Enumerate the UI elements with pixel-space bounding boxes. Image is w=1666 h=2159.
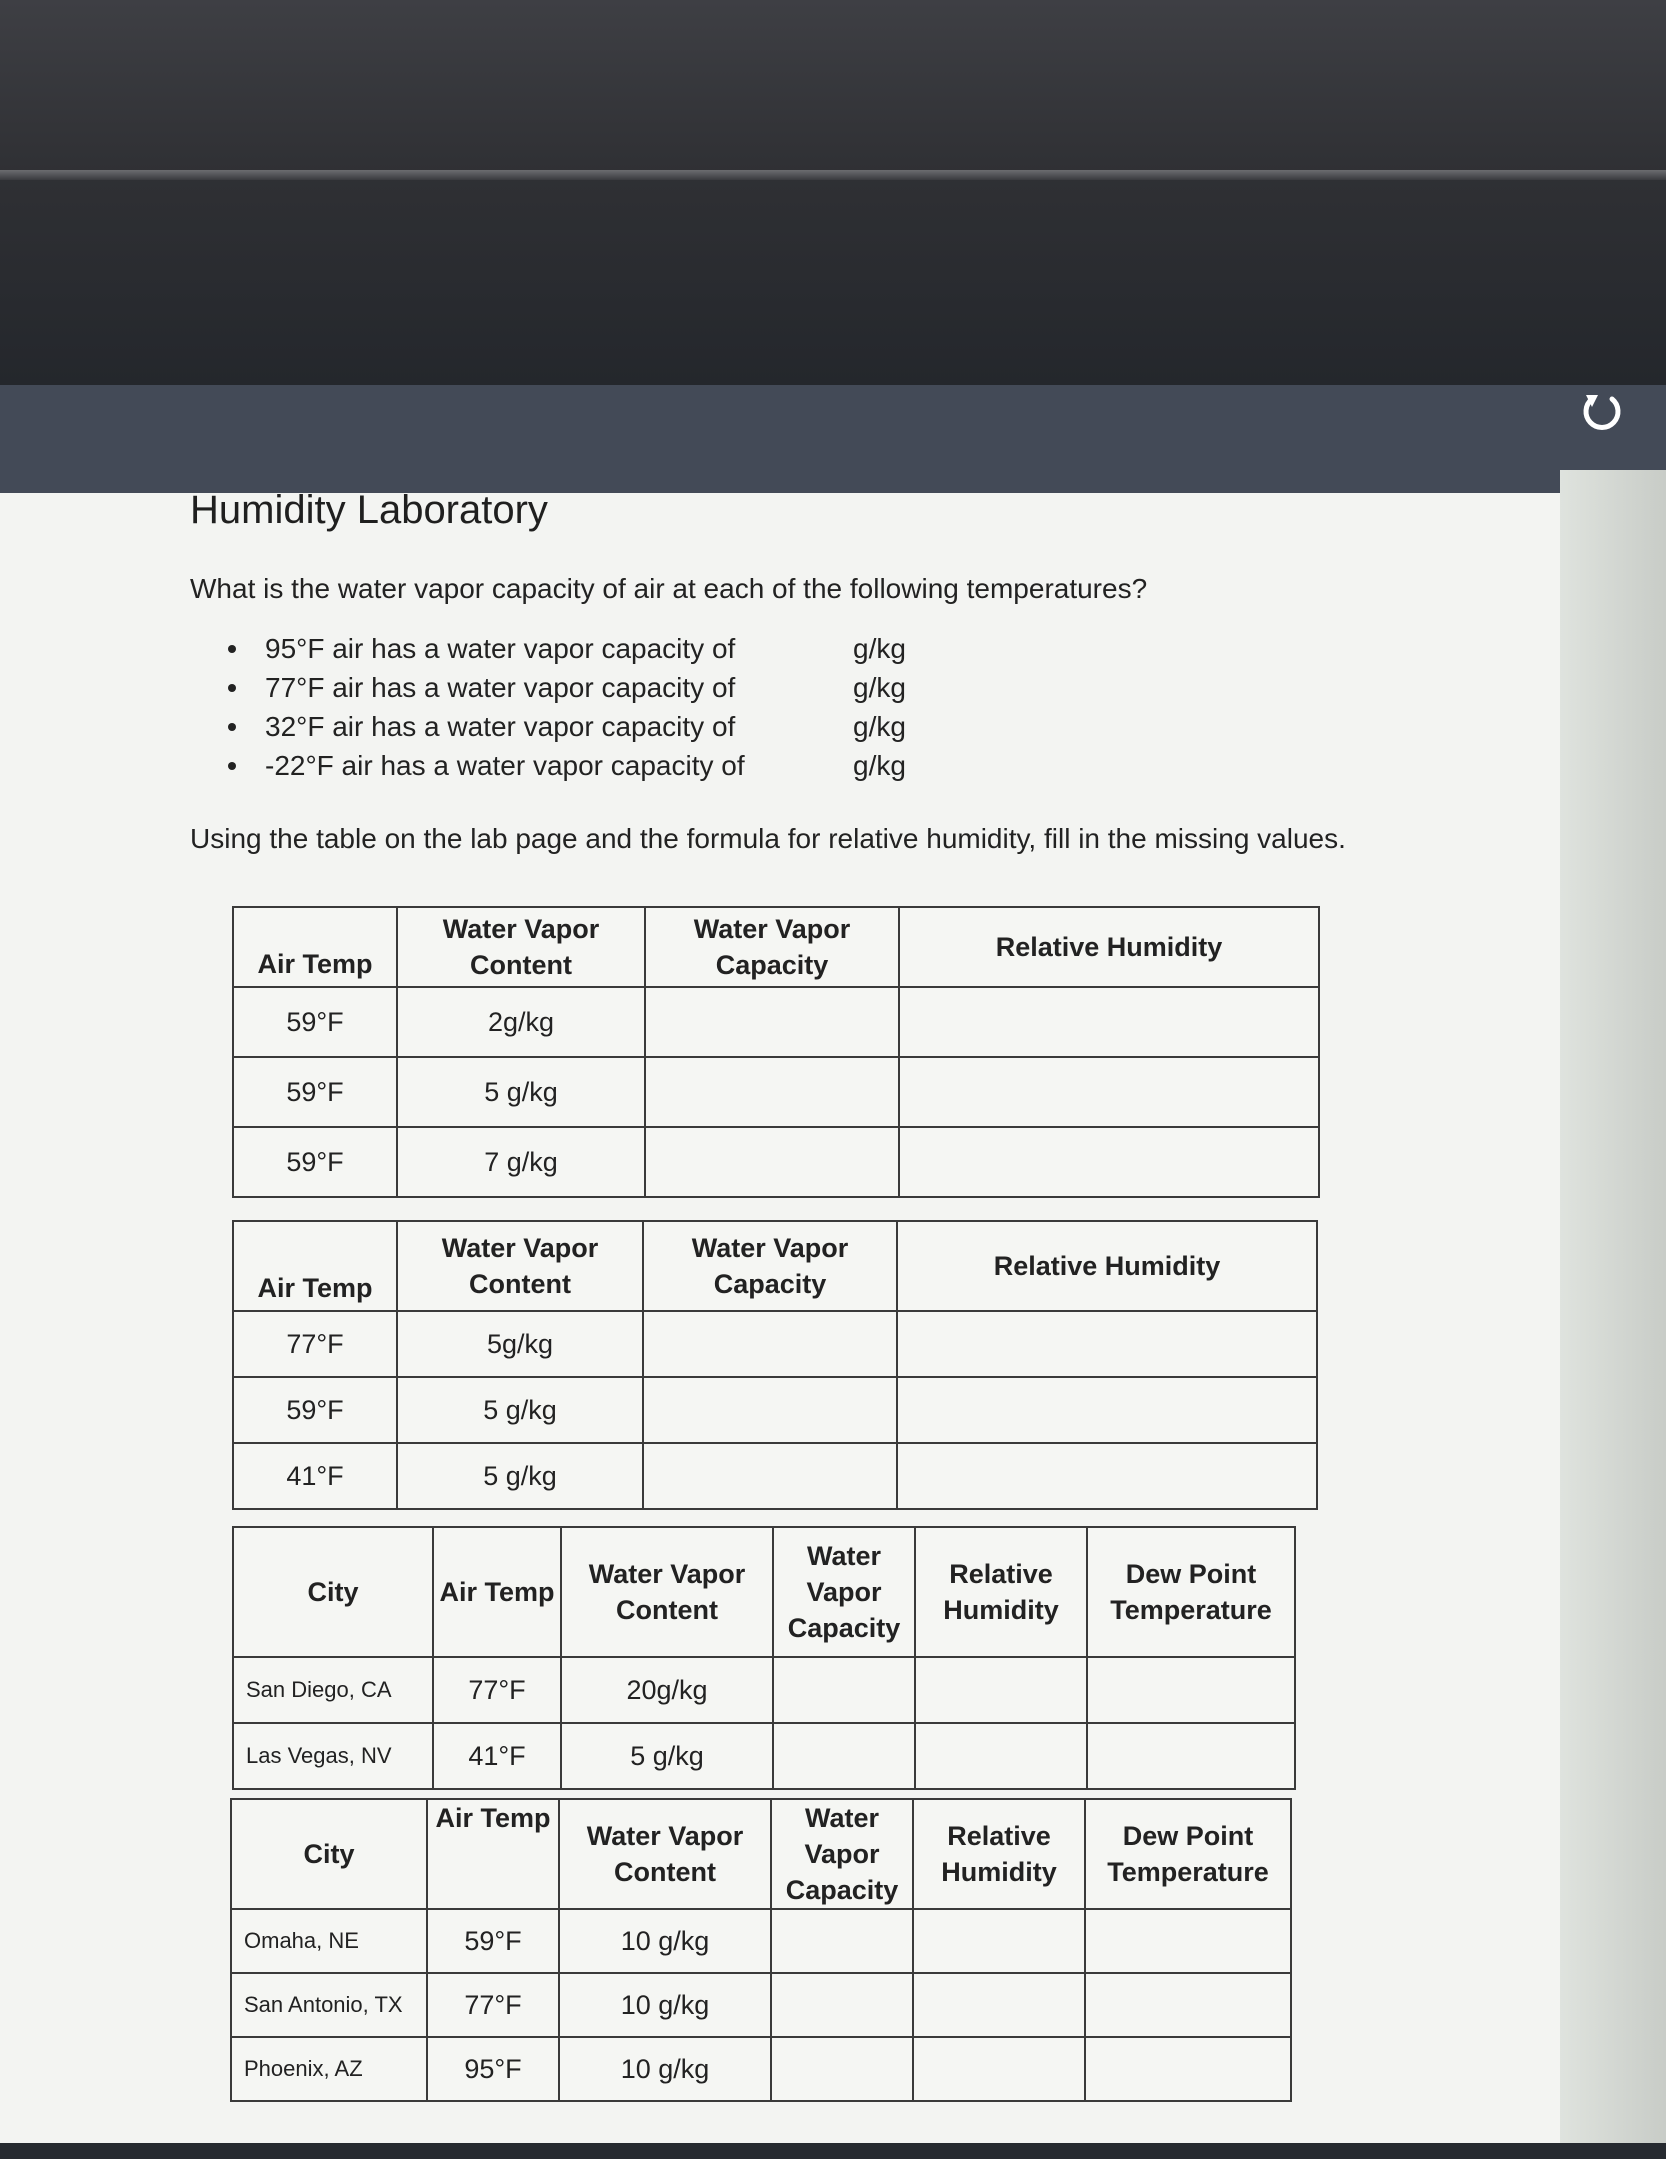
table-row xyxy=(233,1443,1317,1509)
relative-humidity-input[interactable] xyxy=(899,987,1319,1057)
capacity-statement: 95°F air has a water vapor capacity of xyxy=(265,633,736,664)
bullet-icon xyxy=(228,762,236,770)
vapor-content-cell: 2g/kg xyxy=(397,987,645,1057)
table-row xyxy=(233,1723,1295,1789)
header-relative-humidity: Relative Humidity xyxy=(897,1221,1317,1311)
air-temp-cell: 59°F xyxy=(233,1057,397,1127)
reload-icon xyxy=(1578,387,1626,435)
header-water-vapor-capacity: Water Vapor Capacity xyxy=(771,1799,913,1909)
vapor-capacity-input[interactable] xyxy=(643,1443,897,1509)
vapor-content-cell: 5 g/kg xyxy=(397,1057,645,1127)
header-water-vapor-content: Water Vapor Content xyxy=(559,1799,771,1909)
vapor-capacity-input[interactable] xyxy=(771,1909,913,1973)
air-temp-cell: 95°F xyxy=(427,2037,559,2101)
header-relative-humidity: Relative Humidity xyxy=(899,907,1319,987)
table-row xyxy=(231,1909,1291,1973)
header-dew-point-temperature: Dew Point Temperature xyxy=(1085,1799,1291,1909)
header-air-temp: Air Temp xyxy=(233,1221,397,1311)
list-item xyxy=(228,629,1390,668)
dew-point-input[interactable] xyxy=(1085,2037,1291,2101)
reload-button[interactable] xyxy=(1576,385,1628,437)
capacity-statement: -22°F air has a water vapor capacity of xyxy=(265,750,745,781)
list-item xyxy=(228,707,1390,746)
header-air-temp: Air Temp xyxy=(233,907,397,987)
capacity-unit: g/kg xyxy=(853,711,906,742)
vapor-capacity-input[interactable] xyxy=(773,1657,915,1723)
header-relative-humidity: Relative Humidity xyxy=(915,1527,1087,1657)
bottom-bezel xyxy=(0,2143,1666,2159)
table-row xyxy=(231,2037,1291,2101)
vapor-content-cell: 7 g/kg xyxy=(397,1127,645,1197)
browser-toolbar xyxy=(0,385,1666,493)
vapor-capacity-input[interactable] xyxy=(773,1723,915,1789)
document-content xyxy=(190,488,1390,855)
air-temp-cell: 41°F xyxy=(433,1723,561,1789)
dew-point-input[interactable] xyxy=(1085,1973,1291,2037)
city-humidity-table-2 xyxy=(230,1798,1292,2102)
city-humidity-table-1 xyxy=(232,1526,1296,1790)
vapor-capacity-input[interactable] xyxy=(645,987,899,1057)
header-dew-point-temperature: Dew Point Temperature xyxy=(1087,1527,1295,1657)
list-item xyxy=(228,668,1390,707)
header-water-vapor-capacity: Water Vapor Capacity xyxy=(643,1221,897,1311)
bullet-icon xyxy=(228,645,236,653)
table-row xyxy=(233,1377,1317,1443)
humidity-table-1 xyxy=(232,906,1320,1198)
relative-humidity-input[interactable] xyxy=(897,1311,1317,1377)
header-relative-humidity: Relative Humidity xyxy=(913,1799,1085,1909)
dew-point-input[interactable] xyxy=(1085,1909,1291,1973)
vapor-content-cell: 5 g/kg xyxy=(561,1723,773,1789)
monitor-top-background xyxy=(0,0,1666,385)
city-cell: Phoenix, AZ xyxy=(231,2037,427,2101)
dew-point-input[interactable] xyxy=(1087,1657,1295,1723)
relative-humidity-input[interactable] xyxy=(899,1127,1319,1197)
air-temp-cell: 77°F xyxy=(233,1311,397,1377)
dew-point-input[interactable] xyxy=(1087,1723,1295,1789)
page-title: Humidity Laboratory xyxy=(190,488,548,532)
vapor-content-cell: 10 g/kg xyxy=(559,2037,771,2101)
city-cell: Omaha, NE xyxy=(231,1909,427,1973)
bullet-icon xyxy=(228,684,236,692)
table-row xyxy=(233,987,1319,1057)
capacity-list xyxy=(190,629,1390,785)
vapor-content-cell: 10 g/kg xyxy=(559,1909,771,1973)
header-water-vapor-content: Water Vapor Content xyxy=(397,907,645,987)
vapor-content-cell: 5 g/kg xyxy=(397,1377,643,1443)
header-air-temp: Air Temp xyxy=(427,1799,559,1909)
vapor-capacity-input[interactable] xyxy=(771,2037,913,2101)
relative-humidity-input[interactable] xyxy=(913,2037,1085,2101)
table-row xyxy=(231,1973,1291,2037)
relative-humidity-input[interactable] xyxy=(915,1657,1087,1723)
capacity-statement: 77°F air has a water vapor capacity of xyxy=(265,672,736,703)
vapor-capacity-input[interactable] xyxy=(643,1377,897,1443)
city-cell: Las Vegas, NV xyxy=(233,1723,433,1789)
vapor-content-cell: 5 g/kg xyxy=(397,1443,643,1509)
air-temp-cell: 41°F xyxy=(233,1443,397,1509)
city-cell: San Diego, CA xyxy=(233,1657,433,1723)
capacity-unit: g/kg xyxy=(853,672,906,703)
relative-humidity-input[interactable] xyxy=(915,1723,1087,1789)
header-air-temp: Air Temp xyxy=(433,1527,561,1657)
vapor-capacity-input[interactable] xyxy=(645,1127,899,1197)
instruction-text: Using the table on the lab page and the formula for relative humidity, fill in the missing values. xyxy=(190,823,1346,854)
capacity-unit: g/kg xyxy=(853,633,906,664)
table-row xyxy=(233,1127,1319,1197)
vapor-content-cell: 5g/kg xyxy=(397,1311,643,1377)
relative-humidity-input[interactable] xyxy=(897,1377,1317,1443)
humidity-table-2 xyxy=(232,1220,1318,1510)
header-water-vapor-capacity: Water Vapor Capacity xyxy=(645,907,899,987)
vapor-content-cell: 10 g/kg xyxy=(559,1973,771,2037)
vapor-content-cell: 20g/kg xyxy=(561,1657,773,1723)
header-water-vapor-content: Water Vapor Content xyxy=(397,1221,643,1311)
table-row xyxy=(233,1311,1317,1377)
bullet-icon xyxy=(228,723,236,731)
air-temp-cell: 59°F xyxy=(233,1127,397,1197)
air-temp-cell: 59°F xyxy=(427,1909,559,1973)
air-temp-cell: 77°F xyxy=(433,1657,561,1723)
capacity-question: What is the water vapor capacity of air at each of the following temperatures? xyxy=(190,573,1148,604)
table-row xyxy=(233,1057,1319,1127)
capacity-statement: 32°F air has a water vapor capacity of xyxy=(265,711,736,742)
relative-humidity-input[interactable] xyxy=(913,1909,1085,1973)
air-temp-cell: 77°F xyxy=(427,1973,559,2037)
relative-humidity-input[interactable] xyxy=(913,1973,1085,2037)
page-edge-shadow xyxy=(1560,470,1666,2150)
relative-humidity-input[interactable] xyxy=(899,1057,1319,1127)
monitor-bezel-edge xyxy=(0,170,1666,180)
header-city: City xyxy=(231,1799,427,1909)
list-item xyxy=(228,746,1390,785)
capacity-unit: g/kg xyxy=(853,750,906,781)
vapor-capacity-input[interactable] xyxy=(643,1311,897,1377)
air-temp-cell: 59°F xyxy=(233,987,397,1057)
vapor-capacity-input[interactable] xyxy=(645,1057,899,1127)
city-cell: San Antonio, TX xyxy=(231,1973,427,2037)
table-row xyxy=(233,1657,1295,1723)
air-temp-cell: 59°F xyxy=(233,1377,397,1443)
header-water-vapor-capacity: Water Vapor Capacity xyxy=(773,1527,915,1657)
vapor-capacity-input[interactable] xyxy=(771,1973,913,2037)
relative-humidity-input[interactable] xyxy=(897,1443,1317,1509)
header-water-vapor-content: Water Vapor Content xyxy=(561,1527,773,1657)
header-city: City xyxy=(233,1527,433,1657)
